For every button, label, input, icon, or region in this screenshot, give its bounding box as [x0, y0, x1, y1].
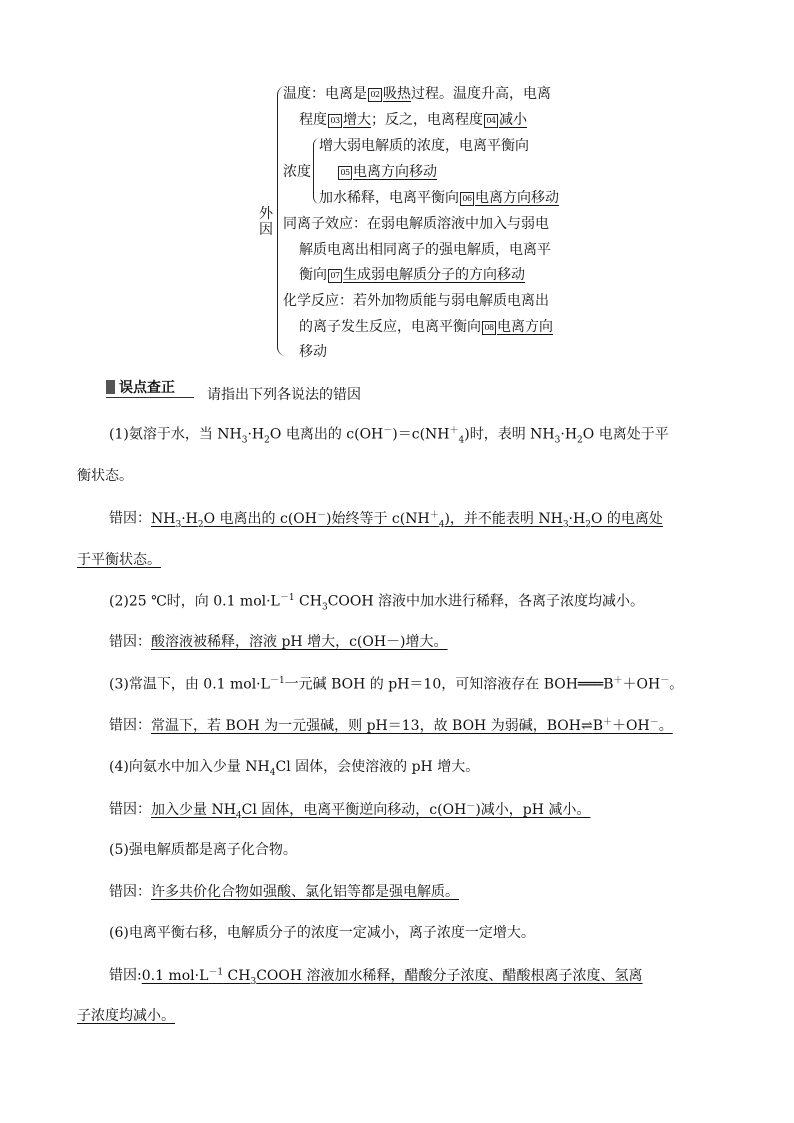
common-ion-line-1: 同离子效应：在弱电解质溶液中加入与弱电 [283, 216, 549, 232]
error-6-cont: 子浓度均减小。 [77, 1008, 175, 1024]
concentration-line-3: 加水稀释，电离平衡向 06 电离方向移动 [319, 190, 559, 206]
blank-box: 02 [368, 88, 382, 102]
question-5: (5)强电解质都是离子化合物。 [109, 842, 297, 858]
concentration-line-1: 增大弱电解质的浓度，电离平衡向 [319, 138, 529, 154]
concentration-line-2: 05 电离方向移动 [337, 161, 437, 181]
error-1-cont: 于平衡状态。 [77, 552, 161, 568]
wai-yin-label: 外 因 [259, 206, 273, 238]
chem-reaction-line-3: 移动 [299, 344, 327, 360]
chem-reaction-line-2: 的离子发生反应，电离平衡向 08 电离方向 [299, 319, 553, 335]
question-3: (3)常温下，由 0.1 $mol\cdot L^{-1}$一元碱 BOH 的 pH＝10，可知溶液存在 BOH═══B＋＋OH－。 [109, 676, 684, 693]
error-1: 错因：$NH_3\cdot H_2O$ 电离出的 c(OH－)始终等于 $c(NH^+_4)$，并不能表明 $NH_3\cdot H_2O$ 的电离处 [109, 510, 663, 530]
question-4: (4)向氨水中加入少量 $NH_4Cl$ 固体，会使溶液的 pH 增大。 [109, 759, 480, 778]
error-6: 错因:0.1 $mol\cdot L^{-1}$ $CH_3COOH$ 溶液加水稀释，醋酸分子浓度、醋酸根离子浓度、氢离 [109, 967, 643, 987]
temperature-line-2: 程度 03 增大；反之，电离程度 04 减小 [299, 112, 527, 128]
question-1: (1)氨溶于水，当 $NH_3\cdot H_2O$ 电离出的 $c(OH^-)=c(NH^+_4)$时，表明 $NH_3\cdot H_2O$ 电离处于平 [109, 426, 669, 446]
blank-box: 04 [484, 114, 498, 128]
section-tag-label: 误点查正 [119, 380, 175, 396]
section-tag [106, 378, 175, 396]
question-2: (2)25 ℃时，向 0.1 $mol\cdot L^{-1}$ $CH_3COOH$ 溶液中加水进行稀释，各离子浓度均减小。 [109, 593, 645, 613]
blank-box: 03 [328, 114, 342, 128]
question-1-cont: 衡状态。 [77, 468, 133, 484]
error-2: 错因：酸溶液被稀释，溶液 pH 增大，c(OH－)增大。 [109, 634, 448, 650]
error-4: 错因：加入少量 $NH_4Cl$ 固体，电离平衡逆向移动，c(OH－)减小，pH 减小。 [109, 801, 591, 821]
question-6: (6)电离平衡右移，电解质分子的浓度一定减小，离子浓度一定增大。 [109, 925, 535, 941]
blank-box: 05 [338, 166, 352, 180]
section-instruction: 请指出下列各说法的错因 [207, 387, 361, 403]
concentration-label: 浓度 [283, 164, 311, 180]
error-5: 错因：许多共价化合物如强酸、氯化铝等都是强电解质。 [109, 884, 459, 900]
temperature-line-1: 温度：电离是 02 吸热过程。温度升高，电离 [283, 86, 551, 102]
common-ion-line-2: 解质电离出相同离子的强电解质，电离平 [299, 242, 551, 258]
blank-box: 07 [328, 269, 342, 283]
chem-reaction-line-1: 化学反应：若外加物质能与弱电解质电离出 [283, 293, 549, 309]
error-3: 错因：常温下，若 BOH 为一元强碱，则 pH＝13，故 BOH 为弱碱，BOH⇌B＋＋OH－。 [109, 717, 673, 734]
section-tag-mark [106, 380, 115, 394]
blank-box: 06 [460, 192, 474, 206]
blank-box: 08 [482, 321, 496, 335]
common-ion-line-3: 衡向 07 生成弱电解质分子的方向移动 [299, 267, 525, 283]
section-tag-underline [106, 397, 194, 398]
